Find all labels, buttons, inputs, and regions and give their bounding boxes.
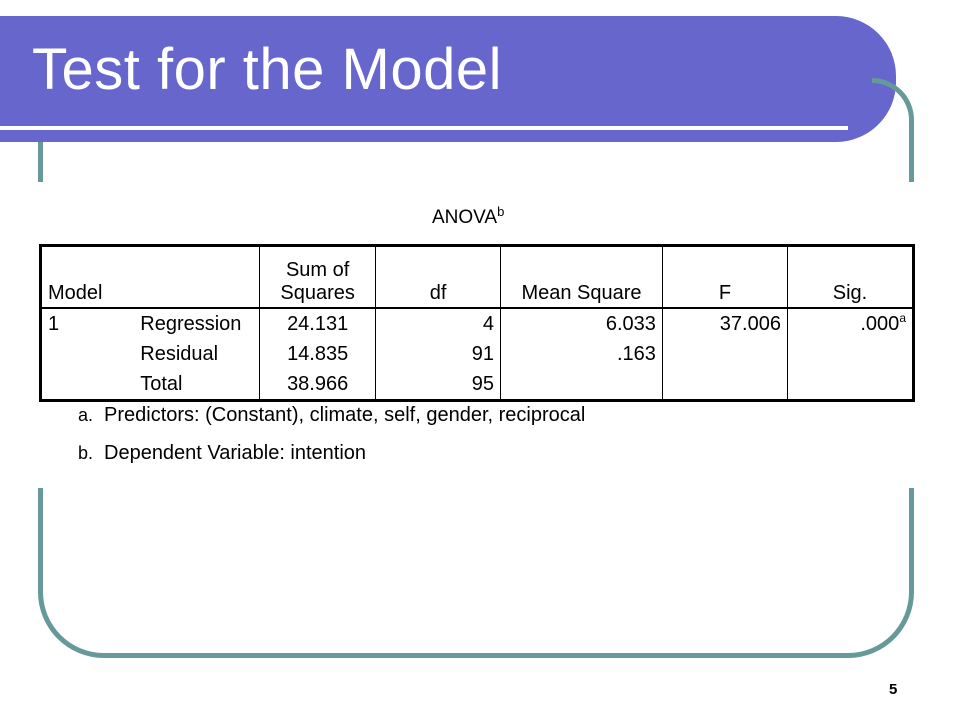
header-df: df [376, 246, 501, 309]
cell-sig [787, 369, 913, 401]
cell-sig [787, 308, 913, 339]
footnote-marker: a. [78, 405, 94, 425]
cell-df: 95 [376, 369, 501, 401]
cell-ss: 38.966 [260, 369, 376, 401]
anova-table [39, 244, 915, 402]
footnote-b [78, 442, 366, 465]
table-row [41, 339, 914, 369]
footnote-marker: b. [78, 443, 94, 463]
header-label-blank [134, 246, 260, 309]
frame-border-left [38, 142, 43, 182]
model-number: 1 [48, 312, 60, 335]
cell-ss: 24.131 [260, 308, 376, 339]
header-sig: Sig. [787, 246, 913, 309]
page-number: 5 [889, 681, 898, 698]
footnote-text: Dependent Variable: intention [104, 442, 367, 464]
table-row [41, 308, 914, 339]
model-cell-blank [41, 369, 135, 401]
row-label: Regression [140, 312, 242, 335]
frame-border-bottom [38, 488, 914, 658]
header-f: F [662, 246, 787, 309]
cell-sig [787, 339, 913, 369]
table-header-row [41, 246, 914, 309]
cell-df: 91 [376, 339, 501, 369]
cell-ms [501, 369, 663, 401]
cell-df: 4 [376, 308, 501, 339]
anova-title [432, 204, 505, 229]
title-underline [0, 126, 848, 130]
footnote-a [78, 404, 585, 427]
cell-f [662, 339, 787, 369]
row-label: Total [140, 372, 183, 395]
cell-f: 37.006 [662, 308, 787, 339]
slide-title: Test for the Model [32, 37, 502, 102]
row-label: Residual [140, 342, 219, 365]
header-mean-square: Mean Square [501, 246, 663, 309]
anova-title-superscript: b [497, 204, 505, 219]
table-row [41, 369, 914, 401]
model-cell-blank [41, 339, 135, 369]
cell-ms: .163 [501, 339, 663, 369]
cell-sig-value: .000 [860, 312, 900, 335]
cell-ss: 14.835 [260, 339, 376, 369]
header-ss-line1: Sum of [285, 259, 350, 281]
cell-sig-superscript: a [899, 310, 906, 325]
footnote-text: Predictors: (Constant), climate, self, gender, reciprocal [104, 404, 586, 426]
header-ss-line2: Squares [280, 282, 355, 304]
cell-f [662, 369, 787, 401]
frame-border-right [872, 78, 914, 182]
anova-title-text: ANOVA [432, 207, 498, 228]
header-model: Model [48, 282, 103, 304]
header-sum-of-squares [260, 246, 376, 309]
cell-ms: 6.033 [501, 308, 663, 339]
